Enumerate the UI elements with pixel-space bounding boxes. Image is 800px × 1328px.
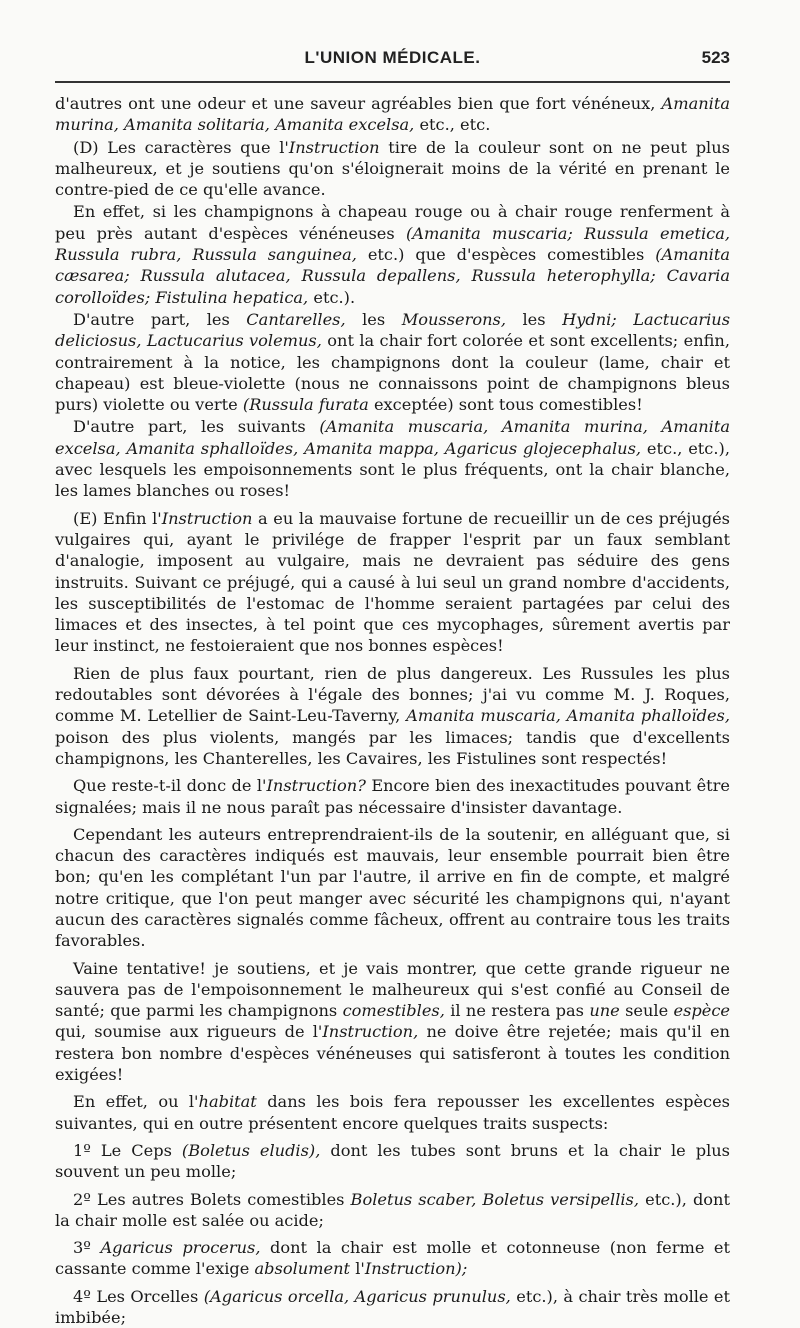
running-title: L'UNION MÉDICALE. bbox=[304, 48, 481, 67]
text-run: En effet, ou l' bbox=[73, 1092, 199, 1112]
text-run: 1º Le Ceps bbox=[73, 1140, 172, 1160]
text-run: D'autre part, les bbox=[73, 309, 230, 329]
text-run: Rien de plus faux pourtant, rien de plus dangereux. Les Russules les plus redoutables sont dévorées à l'égale des bonnes; j'ai vu comme M. J. Roques, comme M. Letellier de Saint-Leu-Taverny, bbox=[55, 663, 730, 726]
text-run: a eu la mauvaise fortune de recueillir un de ces préjugés vulgaires qui, ayant le privilége de frapper l'esprit par un faux semblant d'analogie, imposent au vulgaire, mais ne devraient pas séduire des gens instruits. Suivant ce préjugé, qui a causé à lui seul un grand nombre d'accidents, les susceptibilités de l'estomac de l'homme seraient partagées par celui des limaces et des insectes, à tel point que ces mycophages, sûrement avertis par leur instinct, ne festoieraient que nos bonnes espèces! bbox=[55, 508, 730, 656]
species-names: Boletus scaber, Boletus versipellis, bbox=[350, 1189, 640, 1209]
list-item-1 bbox=[55, 1140, 730, 1183]
text-run: D'autre part, les suivants bbox=[73, 417, 306, 437]
text-run: l' bbox=[355, 1259, 365, 1279]
paragraph-4 bbox=[55, 309, 730, 415]
text-run: ne doive être rejetée; mais qu'il en restera bon nombre d'espèces vénéneuses qui satisferont à toutes les condition exigées! bbox=[55, 1022, 730, 1085]
paragraph-e bbox=[55, 508, 730, 657]
species-names: Agaricus procerus, bbox=[100, 1238, 261, 1258]
body-text bbox=[55, 93, 730, 1328]
paragraph-5 bbox=[55, 416, 730, 501]
emphasis: espèce bbox=[673, 1001, 730, 1021]
text-run: (E) Enfin l' bbox=[73, 508, 162, 528]
paragraph-1 bbox=[55, 93, 730, 136]
text-run: dont les tubes sont bruns et la chair le plus souvent un peu molle; bbox=[55, 1140, 730, 1182]
text-run: les bbox=[522, 309, 546, 329]
list-item-4 bbox=[55, 1286, 730, 1328]
text-run: 2º Les autres Bolets comestibles bbox=[73, 1189, 345, 1209]
text-run: ont la chair fort colorée et sont excellents; enfin, contrairement à la notice, les champignons dont la couleur (lame, chair et chapeau) est bleue-violette (nous ne connaissons point de champignons bleus purs) violette ou verte bbox=[55, 331, 730, 415]
instruction-title: Instruction bbox=[288, 137, 380, 157]
text-run: les bbox=[362, 309, 386, 329]
species-names: (Agaricus orcella, Agaricus prunulus, bbox=[203, 1286, 511, 1306]
instruction-title: Instruction? bbox=[266, 776, 366, 796]
text-run: etc.) que d'espèces comestibles bbox=[367, 245, 645, 265]
species-names: Hydni; Lactucarius deliciosus, Lactucarius volemus, bbox=[55, 309, 731, 351]
text-run: (D) Les caractères que l' bbox=[73, 137, 289, 157]
instruction-title: Instruction); bbox=[364, 1259, 468, 1279]
text-run: etc., etc. bbox=[419, 115, 491, 135]
text-run: Encore bien des inexactitudes pouvant être signalées; mais il ne nous paraît pas nécessaire d'insister davantage. bbox=[55, 776, 730, 817]
text-run: dans les bois fera repousser les excellentes espèces suivantes, qui en outre présentent encore quelques traits suspects: bbox=[55, 1092, 730, 1133]
text-run: poison des plus violents, mangés par les limaces; tandis que d'excellents champignons, les Chanterelles, les Cavaires, les Fistulines sont respectés! bbox=[55, 727, 730, 768]
text-run: etc.), dont la chair molle est salée ou acide; bbox=[55, 1189, 730, 1230]
species-names: (Russula furata bbox=[242, 395, 369, 415]
text-run: etc.). bbox=[313, 287, 356, 307]
text-run: Vaine tentative! je soutiens, et je vais montrer, que cette grande rigueur ne sauvera pas de l'empoisonnement le malheureux qui s'est confié au Conseil de santé; que parmi les champignons bbox=[55, 958, 730, 1021]
paragraph-3 bbox=[55, 201, 730, 307]
page-header bbox=[55, 48, 730, 76]
paragraph-d bbox=[55, 137, 730, 201]
emphasis: comestibles, bbox=[342, 1001, 445, 1021]
paragraph-7 bbox=[55, 663, 730, 769]
page-number: 523 bbox=[701, 48, 730, 67]
text-run: seule bbox=[625, 1001, 669, 1021]
species-names: (Amanita muscaria, Amanita murina, Amanita excelsa, Amanita sphalloïdes, Amanita mappa, Agaricus glojecephalus, bbox=[55, 417, 730, 458]
text-run: qui, soumise aux rigueurs de l' bbox=[55, 1022, 323, 1042]
emphasis: absolument bbox=[254, 1259, 351, 1279]
text-run: etc.), à chair très molle et imbibée; bbox=[55, 1286, 731, 1328]
text-run: exceptée) sont tous comestibles! bbox=[373, 395, 643, 415]
species-names: (Amanita muscaria; Russula emetica, Russula rubra, Russula sanguinea, bbox=[55, 223, 730, 265]
instruction-title: Instruction bbox=[161, 508, 253, 528]
text-run: d'autres ont une odeur et une saveur agréables bien que fort vénéneux, bbox=[55, 94, 656, 113]
text-run: En effet, si les champignons à chapeau rouge ou à chair rouge renferment à peu près autant d'espèces vénéneuses bbox=[55, 202, 730, 243]
instruction-title: Instruction, bbox=[322, 1022, 419, 1042]
text-run: il ne restera pas bbox=[450, 1001, 584, 1021]
species-names: (Amanita cæsarea; Russula alutacea, Russula depallens, Russula heterophylla; Cavaria corolloïdes; Fistulina hepatica, bbox=[55, 245, 730, 307]
species-names: Mousserons, bbox=[401, 309, 506, 329]
header-rule bbox=[55, 81, 730, 83]
text-run: 3º bbox=[73, 1238, 91, 1258]
list-item-2 bbox=[55, 1189, 730, 1232]
text-run: dont la chair est molle et cotonneuse (non ferme et cassante comme l'exige bbox=[55, 1238, 730, 1279]
emphasis: habitat bbox=[198, 1092, 257, 1112]
text-run: Que reste-t-il donc de l' bbox=[73, 776, 267, 796]
list-item-3 bbox=[55, 1237, 730, 1280]
paragraph-8 bbox=[55, 775, 730, 818]
emphasis: une bbox=[589, 1001, 620, 1021]
paragraph-10 bbox=[55, 958, 730, 1086]
species-names: Amanita muscaria, Amanita phalloïdes, bbox=[406, 706, 730, 726]
text-run: Cependant les auteurs entreprendraient-ils de la soutenir, en alléguant que, si chacun des caractères indiqués est mauvais, leur ensemble pourrait bien être bon; qu'en les complétant l'un par l'autre, il arrive en fin de compte, et malgré notre critique, que l'on peut manger avec sécurité les champignons qui, n'ayant aucun des caractères signalés comme fâcheux, offrent au contraire tous les traits favorables. bbox=[55, 824, 730, 951]
species-names: (Boletus eludis), bbox=[181, 1140, 321, 1160]
paragraph-9 bbox=[55, 824, 730, 952]
species-names: Amanita murina, Amanita solitaria, Amanita excelsa, bbox=[55, 94, 730, 135]
paragraph-11 bbox=[55, 1091, 730, 1134]
text-run: etc., etc.), avec lesquels les empoisonnements sont le plus fréquents, ont la chair blanche, les lames blanches ou roses! bbox=[55, 438, 730, 501]
text-run: tire de la couleur sont on ne peut plus malheureux, et je soutiens qu'on s'éloignerait moins de la vérité en prenant le contre-pied de ce qu'elle avance. bbox=[55, 137, 730, 200]
text-run: 4º Les Orcelles bbox=[73, 1286, 199, 1306]
species-names: Cantarelles, bbox=[246, 309, 346, 329]
